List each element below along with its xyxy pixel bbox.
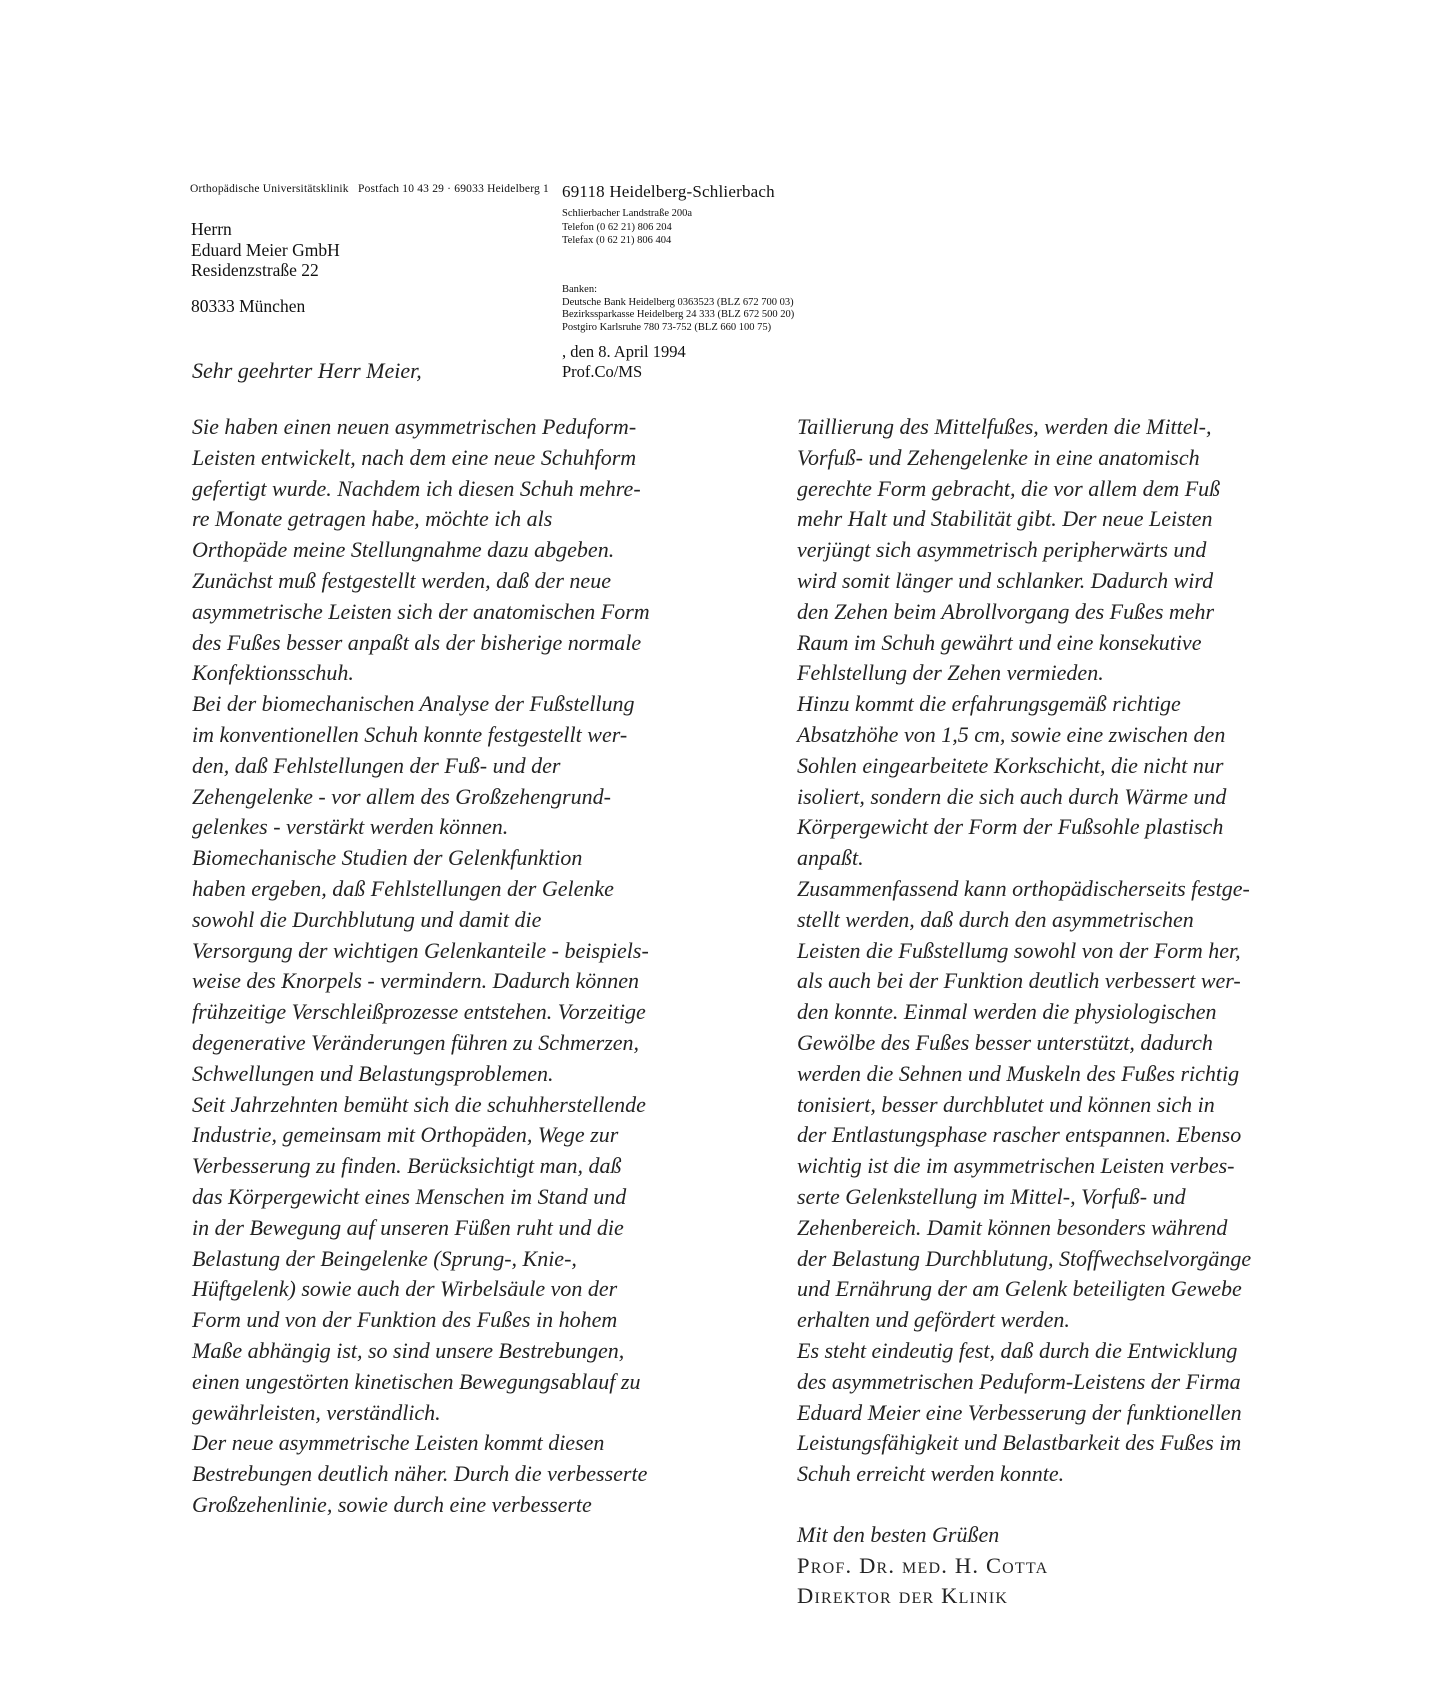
text-line: serte Gelenkstellung im Mittel-, Vorfuß- und: [797, 1183, 1186, 1209]
text-line: das Körpergewicht eines Menschen im Stand und: [192, 1183, 627, 1209]
text-line: Versorgung der wichtigen Gelenkanteile - beispiels-: [192, 937, 649, 963]
date-block: [562, 342, 686, 381]
office-address: [562, 182, 775, 248]
text-line: sowohl die Durchblutung und damit die: [192, 906, 542, 932]
date-line: , den 8. April 1994: [562, 342, 686, 361]
text-line: Industrie, gemeinsam mit Orthopäden, Wege zur: [192, 1122, 619, 1148]
text-line: degenerative Veränderungen führen zu Schmerzen,: [192, 1029, 640, 1055]
text-line: re Monate getragen habe, möchte ich als: [192, 506, 553, 532]
text-line: gefertigt wurde. Nachdem ich diesen Schuh mehre-: [192, 475, 641, 501]
text-line: Raum im Schuh gewährt und eine konsekutive: [797, 629, 1202, 655]
text-line: Schuh erreicht werden konnte.: [797, 1461, 1065, 1487]
closing-block: [797, 1520, 1048, 1612]
text-line: Belastung der Beingelenke (Sprung-, Knie-,: [192, 1245, 577, 1271]
text-line: Sohlen eingearbeitete Korkschicht, die nicht nur: [797, 752, 1224, 778]
text-line: im konventionellen Schuh konnte festgestellt wer-: [192, 721, 628, 747]
text-line: wird somit länger und schlanker. Dadurch wird: [797, 567, 1214, 593]
recipient-city: 80333 München: [191, 296, 306, 316]
text-line: in der Bewegung auf unseren Füßen ruht und die: [192, 1214, 624, 1240]
text-line: Herrn: [191, 219, 232, 239]
text-line: haben ergeben, daß Fehlstellungen der Gelenke: [192, 875, 614, 901]
text-line: Taillierung des Mittelfußes, werden die Mittel-,: [797, 414, 1212, 439]
text-line: stellt werden, daß durch den asymmetrischen: [797, 906, 1194, 932]
text-line: Bezirkssparkasse Heidelberg 24 333 (BLZ 672 500 20): [562, 309, 795, 320]
text-line: Deutsche Bank Heidelberg 0363523 (BLZ 672 700 03): [562, 296, 794, 308]
text-line: den Zehen beim Abrollvorgang des Fußes mehr: [797, 598, 1215, 624]
text-line: Sie haben einen neuen asymmetrischen Peduform-: [192, 414, 637, 439]
text-line: Fehlstellung der Zehen vermieden.: [797, 660, 1104, 686]
bank-lines: [562, 297, 794, 335]
text-line: Residenzstraße 22: [191, 260, 319, 280]
salutation: Sehr geehrter Herr Meier,: [192, 358, 422, 383]
text-line: Leisten entwickelt, nach dem eine neue Schuhform: [192, 444, 637, 470]
text-line: Seit Jahrzehnten bemüht sich die schuhherstellende: [192, 1091, 646, 1117]
text-line: frühzeitige Verschleißprozesse entstehen. Vorzeitige: [192, 999, 646, 1025]
office-fax: Telefax (0 62 21) 806 404: [562, 235, 672, 246]
text-line: Orthopäde meine Stellungnahme dazu abgeben.: [192, 537, 615, 563]
office-street: Schlierbacher Landstraße 200a: [562, 208, 693, 219]
signature-name: Prof. Dr. med. H. Cotta: [797, 1552, 1049, 1578]
text-line: Zehenbereich. Damit können besonders während: [797, 1214, 1228, 1240]
text-line: Leisten die Fußstellumg sowohl von der Form her,: [797, 937, 1241, 963]
text-line: einen ungestörten kinetischen Bewegungsablauf zu: [192, 1368, 641, 1394]
text-line: wichtig ist die im asymmetrischen Leisten verbes-: [797, 1153, 1235, 1179]
text-line: erhalten und gefördert werden.: [797, 1307, 1070, 1333]
text-line: als auch bei der Funktion deutlich verbessert wer-: [797, 968, 1241, 994]
text-line: werden die Sehnen und Muskeln des Fußes richtig: [797, 1060, 1240, 1086]
text-line: und Ernährung der am Gelenk beteiligten Gewebe: [797, 1276, 1242, 1302]
text-line: Körpergewicht der Form der Fußsohle plastisch: [797, 814, 1224, 840]
text-line: anpaßt.: [797, 845, 864, 871]
text-line: verjüngt sich asymmetrisch peripherwärts und: [797, 537, 1207, 563]
text-line: Der neue asymmetrische Leisten kommt diesen: [192, 1430, 605, 1456]
text-line: Konfektionsschuh.: [192, 660, 354, 686]
text-line: Es steht eindeutig fest, daß durch die Entwicklung: [797, 1337, 1238, 1363]
text-line: den, daß Fehlstellungen der Fuß- und der: [192, 752, 561, 778]
text-line: Hinzu kommt die erfahrungsgemäß richtige: [797, 691, 1181, 717]
text-line: Zehengelenke - vor allem des Großzehengrund-: [192, 783, 611, 809]
text-line: der Belastung Durchblutung, Stoffwechselvorgänge: [797, 1245, 1252, 1271]
text-line: Maße abhängig ist, so sind unsere Bestrebungen,: [192, 1337, 625, 1363]
body-column-left: [192, 412, 672, 1521]
text-line: Absatzhöhe von 1,5 cm, sowie eine zwischen den: [797, 721, 1226, 747]
text-line: gerechte Form gebracht, die vor allem dem Fuß: [797, 475, 1221, 501]
text-line: des Fußes besser anpaßt als der bisherige normale: [192, 629, 642, 655]
body-column-right: [797, 412, 1277, 1490]
text-line: Biomechanische Studien der Gelenkfunktion: [192, 845, 583, 871]
text-line: mehr Halt und Stabilität gibt. Der neue Leisten: [797, 506, 1213, 532]
text-line: den konnte. Einmal werden die physiologischen: [797, 999, 1217, 1025]
sender-return-address: Orthopädische Universitätsklinik Postfach 10 43 29 · 69033 Heidelberg 1: [190, 183, 550, 195]
text-line: Eduard Meier eine Verbesserung der funktionellen: [797, 1399, 1242, 1425]
text-line: Hüftgelenk) sowie auch der Wirbelsäule von der: [192, 1276, 618, 1302]
text-line: gewährleisten, verständlich.: [192, 1399, 441, 1425]
text-line: Bestrebungen deutlich näher. Durch die verbesserte: [192, 1461, 648, 1487]
signature-title: Direktor der Klinik: [797, 1583, 1009, 1609]
text-line: gelenkes - verstärkt werden können.: [192, 814, 509, 840]
text-line: Schwellungen und Belastungsproblemen.: [192, 1060, 554, 1086]
text-line: isoliert, sondern die sich auch durch Wärme und: [797, 783, 1227, 809]
bank-details: [562, 284, 794, 334]
recipient-address: [191, 219, 340, 281]
text-line: Postgiro Karlsruhe 780 73-752 (BLZ 660 100 75): [562, 321, 772, 333]
office-city: 69118 Heidelberg-Schlierbach: [562, 182, 775, 201]
reference-code: Prof.Co/MS: [562, 361, 643, 381]
text-line: der Entlastungsphase rascher entspannen. Ebenso: [797, 1122, 1242, 1148]
text-line: Vorfuß- und Zehengelenke in eine anatomisch: [797, 444, 1200, 470]
text-line: Leistungsfähigkeit und Belastbarkeit des Fußes im: [797, 1430, 1242, 1456]
text-line: Verbesserung zu finden. Berücksichtigt man, daß: [192, 1153, 622, 1179]
closing-greeting: Mit den besten Grüßen: [797, 1522, 1000, 1547]
text-line: Zunächst muß festgestellt werden, daß der neue: [192, 567, 611, 593]
text-line: Gewölbe des Fußes besser unterstützt, dadurch: [797, 1029, 1213, 1055]
text-line: des asymmetrischen Peduform-Leistens der Firma: [797, 1368, 1241, 1394]
text-line: Bei der biomechanischen Analyse der Fußstellung: [192, 691, 635, 717]
bank-label: Banken:: [562, 284, 597, 295]
text-line: asymmetrische Leisten sich der anatomischen Form: [192, 598, 650, 624]
text-line: Eduard Meier GmbH: [191, 239, 340, 260]
text-line: tonisiert, besser durchblutet und können sich in: [797, 1091, 1215, 1117]
office-phone: Telefon (0 62 21) 806 204: [562, 221, 672, 233]
text-line: Großzehenlinie, sowie durch eine verbesserte: [192, 1491, 592, 1517]
text-line: Form und von der Funktion des Fußes in hohem: [192, 1307, 618, 1333]
text-line: weise des Knorpels - vermindern. Dadurch können: [192, 968, 640, 994]
text-line: Zusammenfassend kann orthopädischerseits festge-: [797, 875, 1250, 901]
